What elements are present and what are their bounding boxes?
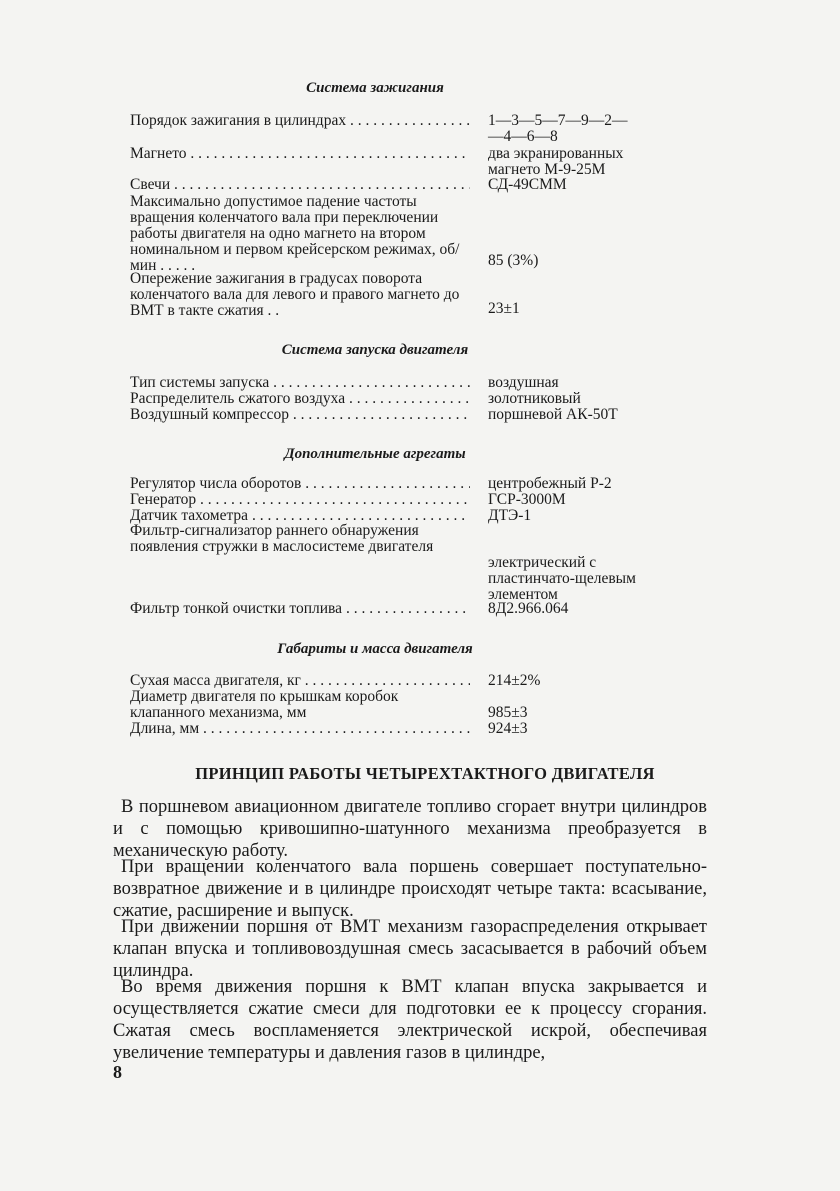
spec-value: СД-49СММ [488, 176, 567, 193]
spec-value: два экранированных магнето М-9-25М [488, 145, 624, 178]
spec-value: 1—3—5—7—9—2— —4—6—8 [488, 112, 628, 145]
spec-label: Датчик тахометра . . . [130, 508, 470, 524]
spec-label: Опережение зажигания в градусах поворота коленчатого вала для левого и правого магнето до ВМТ в такте сжатия . . [130, 271, 460, 319]
spec-label: Порядок зажигания в цилиндрах . . . [130, 113, 470, 129]
spec-value: поршневой АК-50Т [488, 406, 618, 423]
section-title-accessories: Дополнительные агрегаты [284, 446, 466, 462]
spec-label: Диаметр двигателя по крышкам коробок клапанного механизма, мм [130, 689, 399, 721]
body-paragraph: В поршневом авиационном двигателе топливо сгорает внутри цилиндров и с помощью кривошипно-шатунного механизма преобразуется в механическую работу. [113, 797, 707, 861]
chapter-heading: ПРИНЦИП РАБОТЫ ЧЕТЫРЕХТАКТНОГО ДВИГАТЕЛЯ [195, 764, 655, 783]
spec-row [130, 271, 690, 321]
spec-row [130, 601, 690, 619]
spec-label: Тип системы запуска . . . [130, 375, 470, 391]
section-title-ignition: Система зажигания [306, 80, 444, 96]
spec-value: 924±3 [488, 720, 528, 737]
spec-value: 23±1 [488, 300, 520, 317]
spec-row [130, 177, 690, 195]
spec-label: Магнето . . . [130, 146, 470, 162]
spec-value: ГСР-3000М [488, 491, 566, 508]
section-title-start-system: Система запуска двигателя [281, 342, 469, 358]
spec-value: золотниковый [488, 390, 581, 407]
spec-row [130, 146, 690, 180]
spec-label: Генератор . . . [130, 492, 470, 508]
spec-row [130, 689, 690, 723]
spec-value: 85 (3%) [488, 252, 539, 269]
spec-label: Фильтр-сигнализатор раннего обнаружения появления стружки в маслосистеме двигателя [130, 523, 434, 555]
spec-label: Сухая масса двигателя, кг . . . [130, 673, 470, 689]
spec-label: Максимально допустимое падение частоты вращения коленчатого вала при переключении работы двигателя на одно магнето на втором номинальном и первом крейсерском режимах, об/мин . . . . . [130, 194, 460, 274]
spec-row [130, 194, 690, 274]
spec-label: Регулятор числа оборотов . . . [130, 476, 470, 492]
body-paragraph: При движении поршня от ВМТ механизм газораспределения открывает клапан впуска и топливовоздушная смесь засасывается в рабочий объем цилиндра. [113, 917, 707, 981]
spec-row [130, 113, 690, 147]
spec-value: воздушная [488, 374, 559, 391]
spec-row [130, 523, 690, 601]
spec-value: ДТЭ-1 [488, 507, 532, 524]
spec-row [130, 407, 690, 425]
spec-row [130, 721, 690, 739]
spec-label: Распределитель сжатого воздуха . . . [130, 391, 470, 407]
spec-value: электрический с пластинчато-щелевым элементом [488, 554, 636, 603]
spec-label: Воздушный компрессор . . . [130, 407, 470, 423]
spec-label: Свечи . . . [130, 177, 470, 193]
spec-label: Фильтр тонкой очистки топлива . . . [130, 601, 470, 617]
spec-value: 214±2% [488, 672, 541, 689]
page-number: 8 [113, 1062, 122, 1082]
body-paragraph: При вращении коленчатого вала поршень совершает поступательно-возвратное движение и в цилиндре происходят четыре такта: всасывание, сжатие, расширение и выпуск. [113, 857, 707, 921]
section-title-dimensions: Габариты и масса двигателя [277, 641, 473, 657]
body-paragraph: Во время движения поршня к ВМТ клапан впуска закрывается и осуществляется сжатие смеси для подготовки ее к процессу сгорания. Сжатая смесь воспламеняется электрической искрой, обеспечивая увеличение температуры и давления газов в цилиндре, [113, 977, 707, 1063]
spec-value: 985±3 [488, 704, 528, 721]
spec-value: 8Д2.966.064 [488, 600, 569, 617]
spec-label: Длина, мм . . . [130, 721, 470, 737]
spec-value: центробежный Р-2 [488, 475, 612, 492]
